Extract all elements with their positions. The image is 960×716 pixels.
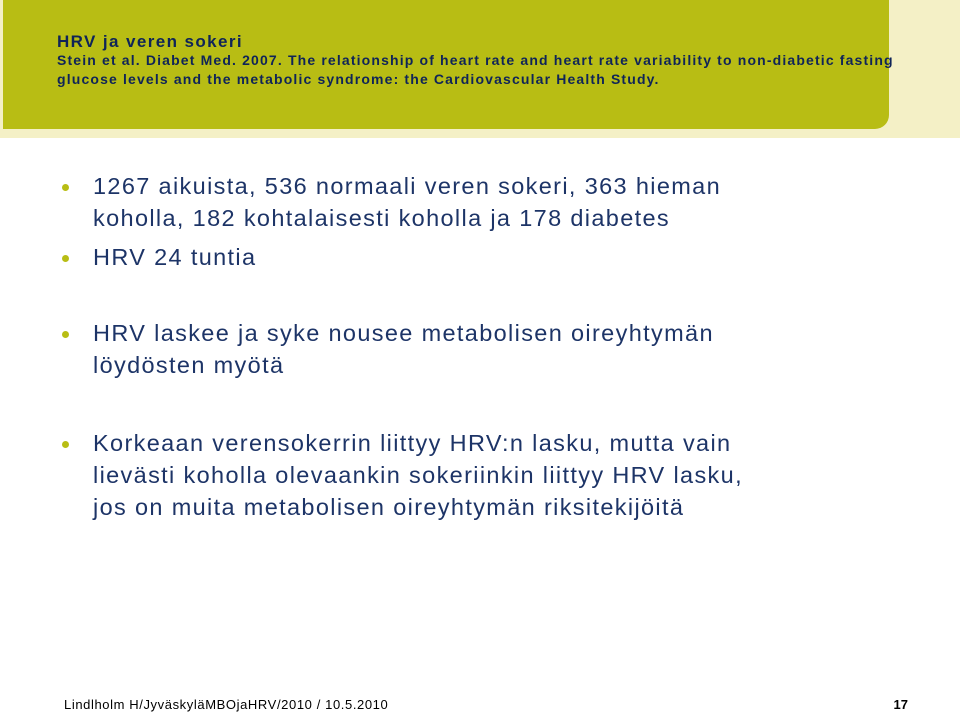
bullet-line: koholla, 182 kohtalaisesti koholla ja 178 diabetes (93, 205, 671, 231)
bullet-dot-icon (62, 331, 69, 338)
bullet-line: löydösten myötä (93, 352, 285, 378)
bullet-dot-icon (62, 184, 69, 191)
bullet-line: lievästi koholla olevaankin sokeriinkin liittyy HRV lasku, (93, 462, 743, 488)
bullet-line: jos on muita metabolisen oireyhtymän riksitekijöitä (93, 494, 685, 520)
slide-title: HRV ja veren sokeri (57, 32, 243, 51)
bullet-line: 1267 aikuista, 536 normaali veren sokeri, 363 hieman (93, 173, 722, 199)
bullet-line: HRV 24 tuntia (93, 244, 257, 270)
bullet-dot-icon (62, 441, 69, 448)
bullet-line: HRV laskee ja syke nousee metabolisen oireyhtymän (93, 320, 714, 346)
page-number: 17 (893, 697, 908, 712)
reference-citation: Stein et al. Diabet Med. 2007. The relationship of heart rate and heart rate variability to non-diabetic fasting glucose levels and the metabolic syndrome: the Cardiovascular Health Study. (57, 52, 894, 87)
footer-credit: Lindlholm H/JyväskyläMBOjaHRV/2010 / 10.5.2010 (64, 697, 389, 712)
bullet-line: Korkeaan verensokerrin liittyy HRV:n lasku, mutta vain (93, 430, 732, 456)
bullet-dot-icon (62, 255, 69, 262)
